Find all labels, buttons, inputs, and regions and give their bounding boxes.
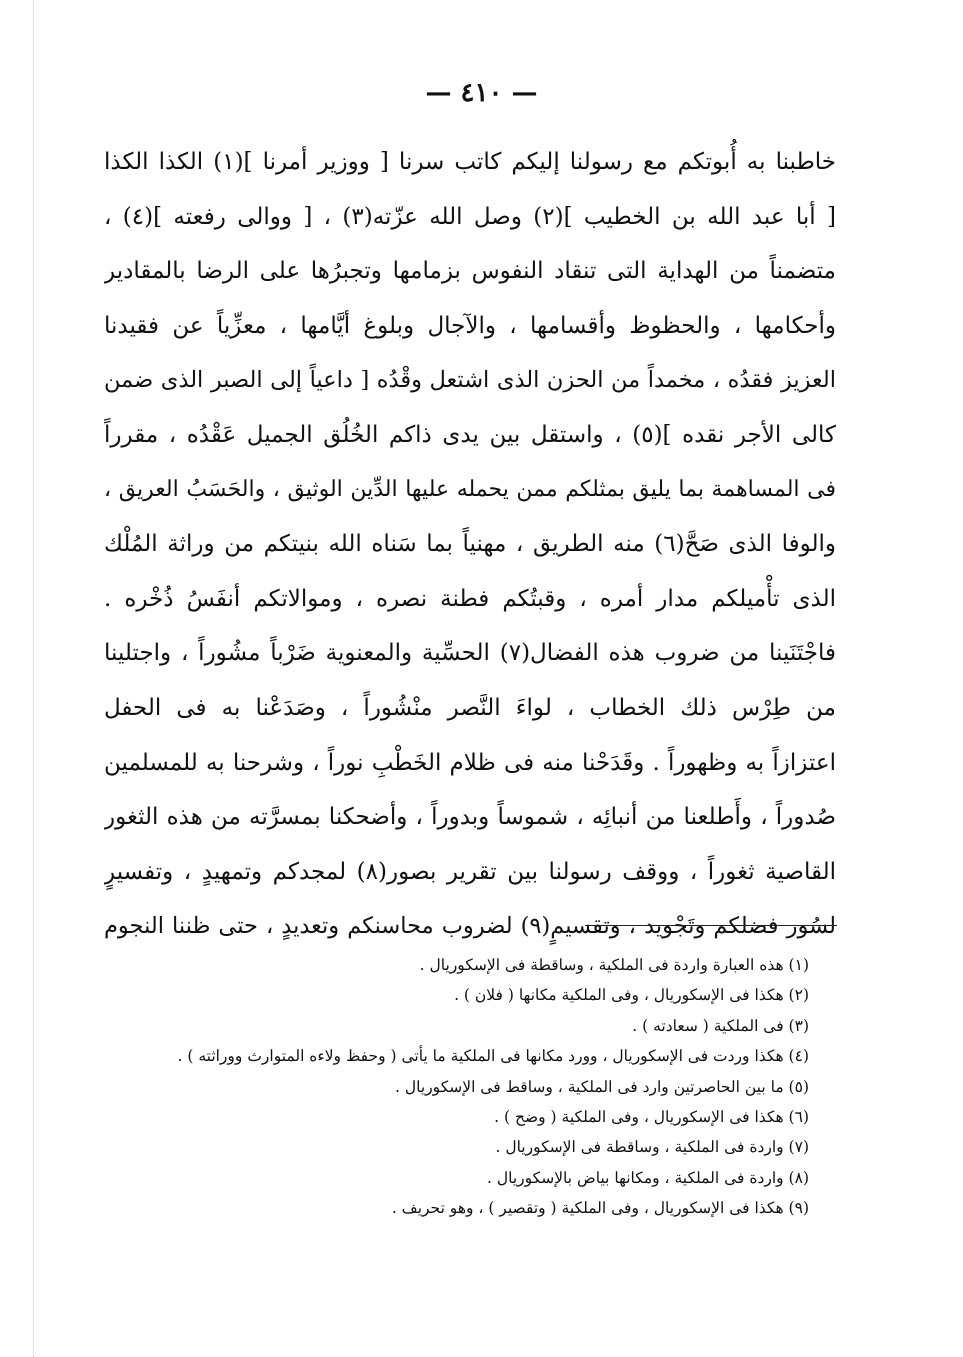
body-line: من طِرْس ذلك الخطاب ، لواءَ النَّصر منْشُوراً ، وصَدَعْنا به فى الحفل [104, 694, 836, 721]
body-line: خاطبنا به أُبوتكم مع رسولنا إليكم كاتب سرنا [ ووزير أمرنا ](١) الكذا الكذا [104, 149, 836, 175]
body-line: فى المساهمة بما يليق بمثلكم ممن يحمله عليها الدِّين الوثيق ، والحَسَبُ العريق ، [104, 476, 836, 502]
footnote: (٥) ما بين الحاصرتين وارد فى الملكية ، وساقط فى الإسكوريال . [395, 1077, 809, 1096]
body-line: صُدوراً ، وأَطلعنا من أنبائِه ، شموساً وبدوراً ، وأضحكنا بمسرَّته من هذه الثغور [104, 804, 836, 831]
footnotes [104, 950, 809, 1224]
footnote: (٧) واردة فى الملكية ، وساقطة فى الإسكوريال . [495, 1138, 809, 1157]
body-line: [ أبا عبد الله بن الخطيب ](٢) وصل الله عزّته(٣) ، [ ووالى رفعته ](٤) ، [104, 203, 836, 230]
footnote: (٢) هكذا فى الإسكوريال ، وفى الملكية مكانها ( فلان ) . [454, 986, 809, 1005]
body-line: الذى تأْميلكم مدار أمره ، وقبتُكم فطنة نصره ، وموالاتكم أنفَسُ ذُخْره . [104, 585, 836, 612]
footnote: (٩) هكذا فى الإسكوريال ، وفى الملكية ( وتقصير ) ، وهو تحريف . [391, 1199, 809, 1218]
body-line: متضمناً من الهداية التى تنقاد النفوس بزمامها وتجبرُها على الرضا بالمقادير [104, 258, 836, 285]
footnote: (١) هذه العبارة واردة فى الملكية ، وساقطة فى الإسكوريال . [419, 956, 809, 974]
footnote: (٨) واردة فى الملكية ، ومكانها بياض بالإسكوريال . [487, 1168, 809, 1187]
body-line: اعتزازاً به وظهوراً . وقَدَحْنا منه فى ظلام الخَطْبِ نوراً ، وشرحنا به للمسلمين [104, 749, 836, 776]
body-line: وأحكامها ، والحظوظ وأقسامها ، والآجال وبلوغ أيَّامها ، معزِّياً عن فقيدنا [104, 312, 836, 339]
footnote: (٣) فى الملكية ( سعادته ) . [632, 1016, 809, 1035]
body-text [104, 135, 836, 954]
body-line: والوفا الذى صَحَّ(٦) منه الطريق ، مهنياً بما سَناه الله بنيتكم من وراثة المُلْك [104, 531, 836, 558]
body-line: العزيز فقدُه ، مخمداً من الحزن الذى اشتعل وقْدُه [ داعياً إلى الصبر الذى ضمن [104, 367, 836, 394]
footnote-separator [585, 925, 837, 926]
body-line: لسُور فضلكم وتَجْويد ، وتقسيمٍ(٩) لضروب محاسنكم وتعديدٍ ، حتى ظننا النجوم [104, 913, 836, 940]
body-line: كالى الأجر نقده ](٥) ، واستقل بين يدى ذاكم الخُلُق الجميل عَقْدُه ، مقرراً [104, 421, 836, 448]
scan-margin-line [33, 0, 34, 1357]
body-line: القاصية ثغوراً ، ووقف رسولنا بين تقرير بصور(٨) لمجدكم وتمهيدٍ ، وتفسيرٍ [104, 858, 836, 885]
body-line: فاجْتَنَينا من ضروب هذه الفضال(٧) الحسِّية والمعنوية ضَرْباً مشُوراً ، واجتلينا [104, 640, 836, 667]
footnote: (٦) هكذا فى الإسكوريال ، وفى الملكية ( وضح ) . [494, 1107, 809, 1126]
page-number: — ٤١٠ — [425, 78, 538, 108]
footnote: (٤) هكذا وردت فى الإسكوريال ، وورد مكانها فى الملكية ما يأتى ( وحفظ ولاءه المتوارث ووراثته ) . [177, 1047, 809, 1066]
